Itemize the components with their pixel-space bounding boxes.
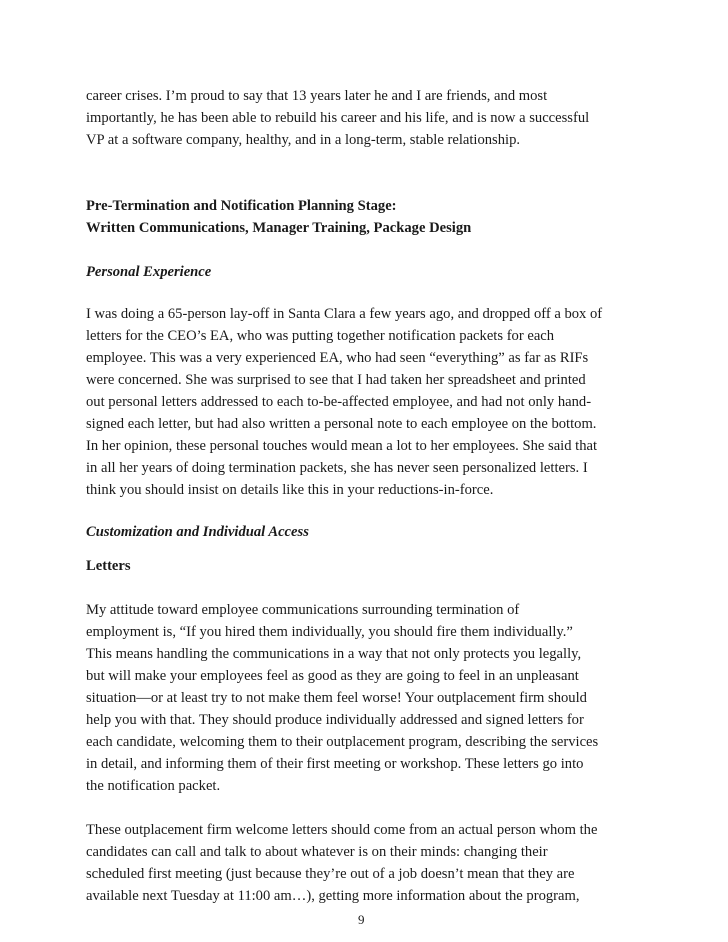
text-line: but will make your employees feel as good as they are going to feel in an unpleasant — [86, 668, 579, 684]
text-line: This means handling the communications in a way that not only protects you legally, — [86, 646, 582, 662]
text-line: in all her years of doing termination packets, she has never seen personalized letters. I — [86, 460, 588, 476]
text-line: signed each letter, but had also written a personal note to each employee on the bottom. — [86, 416, 597, 432]
text-line: employment is, “If you hired them individually, you should fire them individually.” — [86, 624, 573, 640]
text-line: help you with that. They should produce individually addressed and signed letters for — [86, 712, 584, 728]
text-line: career crises. I’m proud to say that 13 years later he and I are friends, and most — [86, 88, 548, 104]
text-line: letters for the CEO’s EA, who was putting together notification packets for each — [86, 328, 555, 344]
text-line: candidates can call and talk to about whatever is on their minds: changing their — [86, 844, 548, 860]
subheading-customization: Customization and Individual Access — [86, 524, 309, 540]
text-line: scheduled first meeting (just because they’re out of a job doesn’t mean that they are — [86, 866, 575, 882]
heading-line: Pre-Termination and Notification Planning Stage: — [86, 198, 397, 214]
text-line: in detail, and informing them of their first meeting or workshop. These letters go into — [86, 756, 584, 772]
text-line: were concerned. She was surprised to see that I had taken her spreadsheet and printed — [86, 372, 586, 388]
text-line: employee. This was a very experienced EA, who had seen “everything” as far as RIFs — [86, 350, 589, 366]
text-line: each candidate, welcoming them to their outplacement program, describing the services — [86, 734, 599, 750]
text-line: available next Tuesday at 11:00 am…), getting more information about the program, — [86, 888, 580, 904]
text-line: I was doing a 65-person lay-off in Santa Clara a few years ago, and dropped off a box of — [86, 306, 603, 322]
subheading-letters: Letters — [86, 558, 131, 574]
text-line: importantly, he has been able to rebuild his career and his life, and is now a successful — [86, 110, 590, 126]
text-line: out personal letters addressed to each to-be-affected employee, and had not only hand- — [86, 394, 592, 410]
text-line: the notification packet. — [86, 778, 221, 794]
page-number: 9 — [358, 912, 365, 927]
text-line: think you should insist on details like this in your reductions-in-force. — [86, 482, 494, 498]
text-line: situation—or at least try to not make them feel worse! Your outplacement firm should — [86, 690, 587, 706]
heading-line: Written Communications, Manager Training, Package Design — [86, 220, 472, 236]
text-line: My attitude toward employee communications surrounding termination of — [86, 602, 520, 618]
text-line: In her opinion, these personal touches would mean a lot to her employees. She said that — [86, 438, 598, 454]
text-line: VP at a software company, healthy, and in a long-term, stable relationship. — [86, 132, 521, 148]
text-line: These outplacement firm welcome letters should come from an actual person whom the — [86, 822, 598, 838]
subheading-personal-experience: Personal Experience — [86, 264, 212, 280]
